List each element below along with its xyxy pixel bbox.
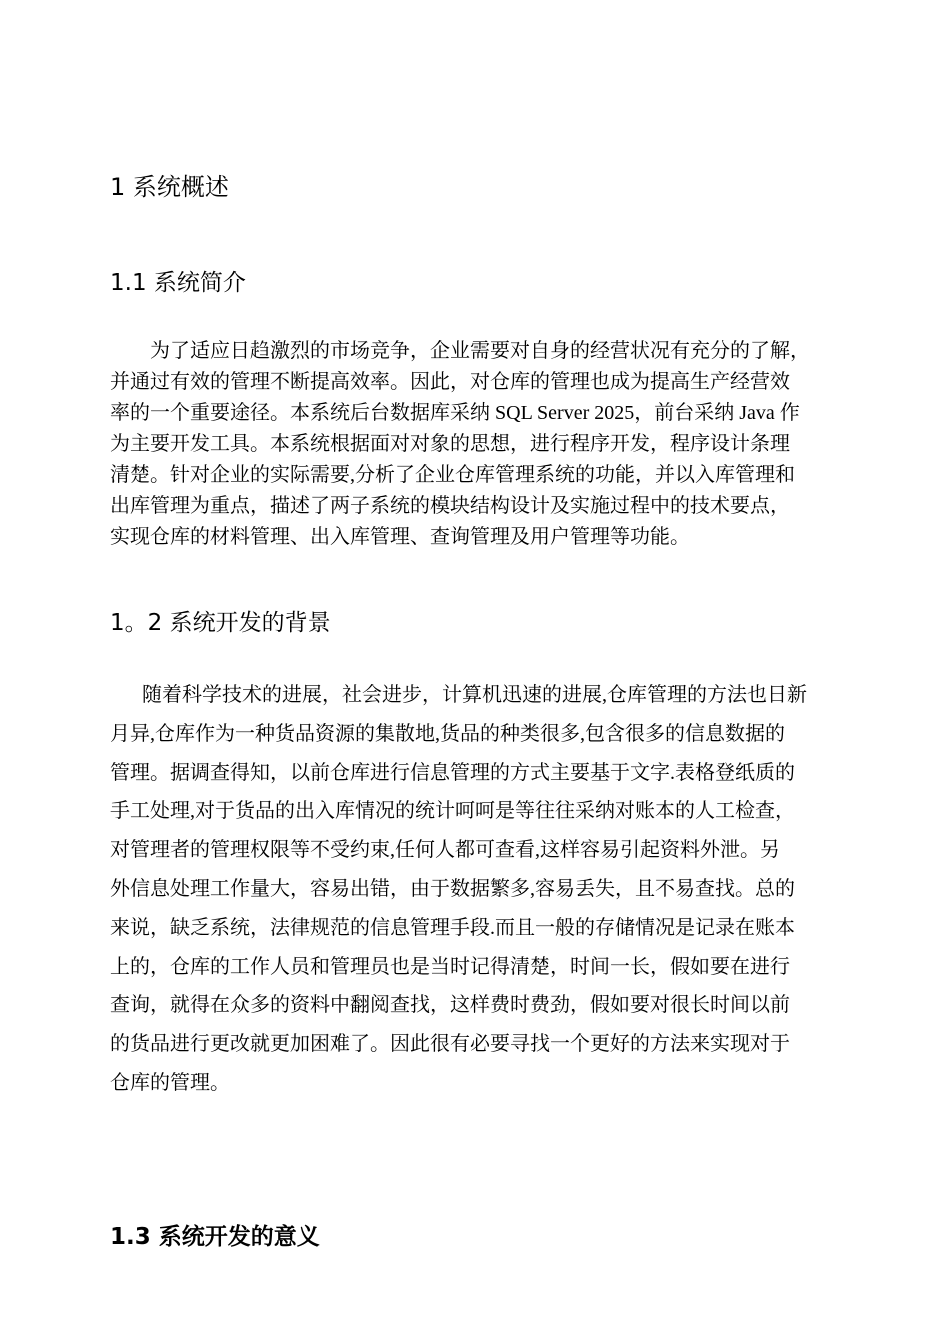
paragraph-line: 外信息处理工作量大，容易出错，由于数据繁多,容易丢失，且不易查找。总的 [110, 877, 795, 900]
paragraph-development-background [110, 676, 870, 1103]
paragraph-line: 上的，仓库的工作人员和管理员也是当时记得清楚，时间一长，假如要在进行 [110, 955, 790, 978]
paragraph-line: 手工处理,对于货品的出入库情况的统计呵呵是等往往采纳对账本的人工检查， [110, 800, 795, 823]
paragraph-line: 月异,仓库作为一种货品资源的集散地,货品的种类很多,包含很多的信息数据的 [110, 722, 785, 745]
section-heading-1-1: 1.1 系统简介 [110, 270, 246, 296]
paragraph-line: 对管理者的管理权限等不受约束,任何人都可查看,这样容易引起资料外泄。另 [110, 839, 780, 862]
paragraph-line: 率的一个重要途径。本系统后台数据库采纳 SQL Server 2025，前台采纳 Java 作 [110, 402, 800, 424]
chapter-heading: 1 系统概述 [110, 173, 229, 201]
paragraph-line: 的货品进行更改就更加困难了。因此很有必要寻找一个更好的方法来实现对于 [110, 1033, 790, 1056]
paragraph-system-intro [110, 336, 870, 553]
paragraph-line: 出库管理为重点，描述了两子系统的模块结构设计及实施过程中的技术要点， [110, 495, 790, 517]
paragraph-line: 为主要开发工具。本系统根据面对对象的思想，进行程序开发，程序设计条理 [110, 433, 790, 455]
paragraph-line: 来说，缺乏系统，法律规范的信息管理手段.而且一般的存储情况是记录在账本 [110, 916, 795, 939]
paragraph-line: 为了适应日趋激烈的市场竞争，企业需要对自身的经营状况有充分的了解， [150, 340, 810, 362]
section-heading-1-3: 1.3 系统开发的意义 [110, 1224, 320, 1250]
paragraph-line: 查询，就得在众多的资料中翻阅查找，这样费时费劲，假如要对很长时间以前 [110, 994, 790, 1017]
paragraph-line: 实现仓库的材料管理、出入库管理、查询管理及用户管理等功能。 [110, 526, 690, 548]
paragraph-line: 仓库的管理。 [110, 1071, 230, 1094]
paragraph-line: 随着科学技术的进展，社会进步，计算机迅速的进展,仓库管理的方法也日新 [142, 684, 807, 706]
paragraph-line: 并通过有效的管理不断提高效率。因此，对仓库的管理也成为提高生产经营效 [110, 371, 790, 393]
paragraph-line: 清楚。针对企业的实际需要,分析了企业仓库管理系统的功能，并以入库管理和 [110, 464, 795, 486]
paragraph-line: 管理。据调查得知，以前仓库进行信息管理的方式主要基于文字.表格登纸质的 [110, 761, 795, 784]
section-heading-1-2: 1。2 系统开发的背景 [110, 610, 331, 636]
